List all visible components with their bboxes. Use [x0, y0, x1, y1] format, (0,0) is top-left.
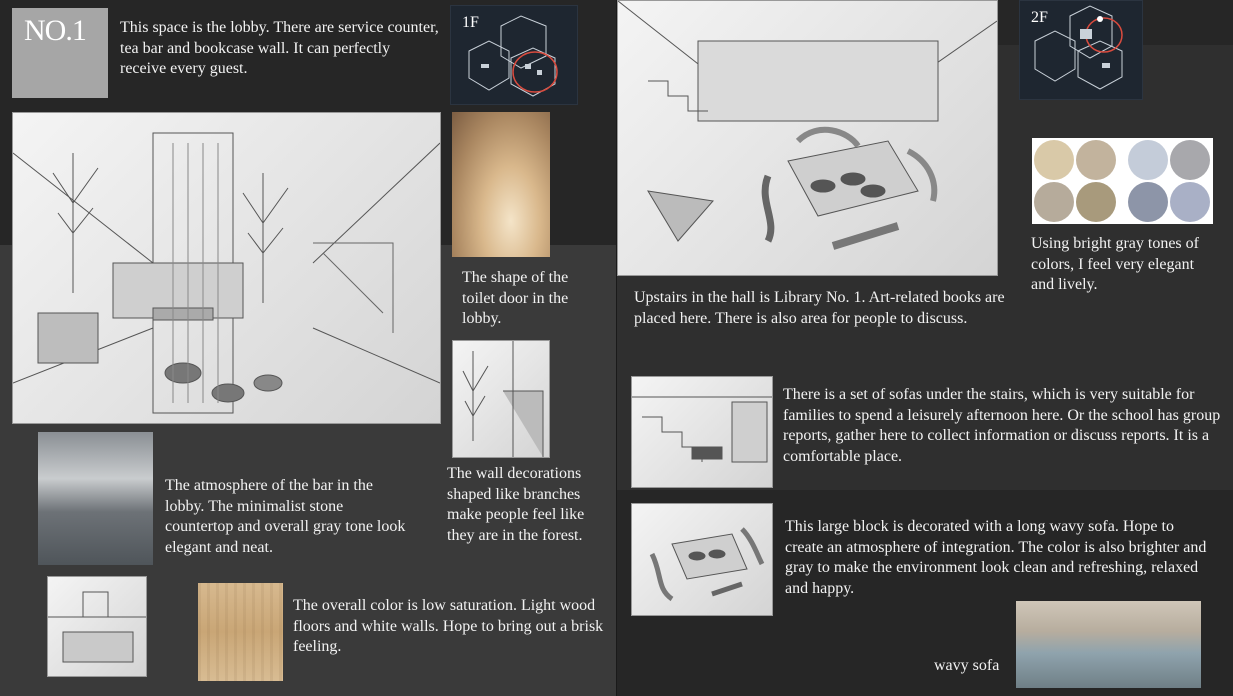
wavy-sofa-caption: This large block is decorated with a long wavy sofa. Hope to create an atmosphere of integration. The color is also brighter and gray to make the environment look clean and refreshing, relaxed and happy. [785, 518, 1207, 597]
wavy-sofa-sketch [631, 503, 773, 616]
counter-sketch-drawing [48, 577, 146, 676]
floorplan-2f [1019, 0, 1143, 100]
counter-sketch [47, 576, 147, 677]
palette-swatch-8 [1170, 182, 1210, 222]
palette-swatch-6 [1170, 140, 1210, 180]
palette-swatch-4 [1076, 182, 1116, 222]
badge-text: NO.1 [24, 14, 86, 47]
floor-label-2f: 2F [1031, 9, 1048, 26]
library-caption: Upstairs in the hall is Library No. 1. Art-related books are placed here. There is also area for people to discuss. [634, 289, 1005, 327]
palette-swatch-5 [1128, 140, 1168, 180]
branch-wall-caption: The wall decorations shaped like branches make people feel like they are in the forest. [447, 465, 585, 544]
palette-group-cool [1126, 138, 1213, 224]
toilet-door-caption: The shape of the toilet door in the lobby. [462, 269, 569, 327]
bar-photo [38, 432, 153, 565]
library-sketch [617, 0, 998, 276]
color-scheme-caption: The overall color is low saturation. Light wood floors and white walls. Hope to bring out a brisk feeling. [293, 597, 604, 655]
floorplan-1f-drawing [451, 6, 577, 104]
toilet-door-photo [452, 112, 550, 257]
palette-caption: Using bright gray tones of colors, I feel very elegant and lively. [1031, 235, 1199, 293]
palette-swatch-1 [1034, 140, 1074, 180]
wavy-sofa-photo [1016, 601, 1201, 688]
library-sketch-drawing [618, 1, 997, 275]
branch-wall-drawing [453, 341, 549, 457]
palette-group-warm [1032, 138, 1120, 224]
stairs-sofa-drawing [632, 377, 772, 487]
bar-caption: The atmosphere of the bar in the lobby. The minimalist stone countertop and overall gray tone look elegant and neat. [165, 477, 406, 556]
wood-floor-swatch [198, 583, 283, 681]
palette-swatch-7 [1128, 182, 1168, 222]
stairs-sofa-sketch [631, 376, 773, 488]
palette-swatch-3 [1034, 182, 1074, 222]
palette-swatch-2 [1076, 140, 1116, 180]
wavy-sofa-label: wavy sofa [934, 657, 1000, 674]
lobby-sketch-drawing [13, 113, 440, 423]
floorplan-1f [450, 5, 578, 105]
floorplan-2f-drawing [1020, 1, 1142, 99]
wavy-sofa-drawing [632, 504, 772, 615]
color-palette [1032, 138, 1213, 224]
page-number-badge [12, 8, 108, 98]
floor-label-1f: 1F [462, 14, 479, 31]
stairs-sofa-caption: There is a set of sofas under the stairs, which is very suitable for families to spend a leisurely afternoon here. Or the school has group reports, gather here to collect information or discuss reports. It is a comfortable place. [783, 386, 1221, 465]
branch-wall-sketch [452, 340, 550, 458]
lobby-sketch [12, 112, 441, 424]
lobby-intro-text: This space is the lobby. There are service counter, tea bar and bookcase wall. It can perfectly receive every guest. [120, 19, 439, 77]
